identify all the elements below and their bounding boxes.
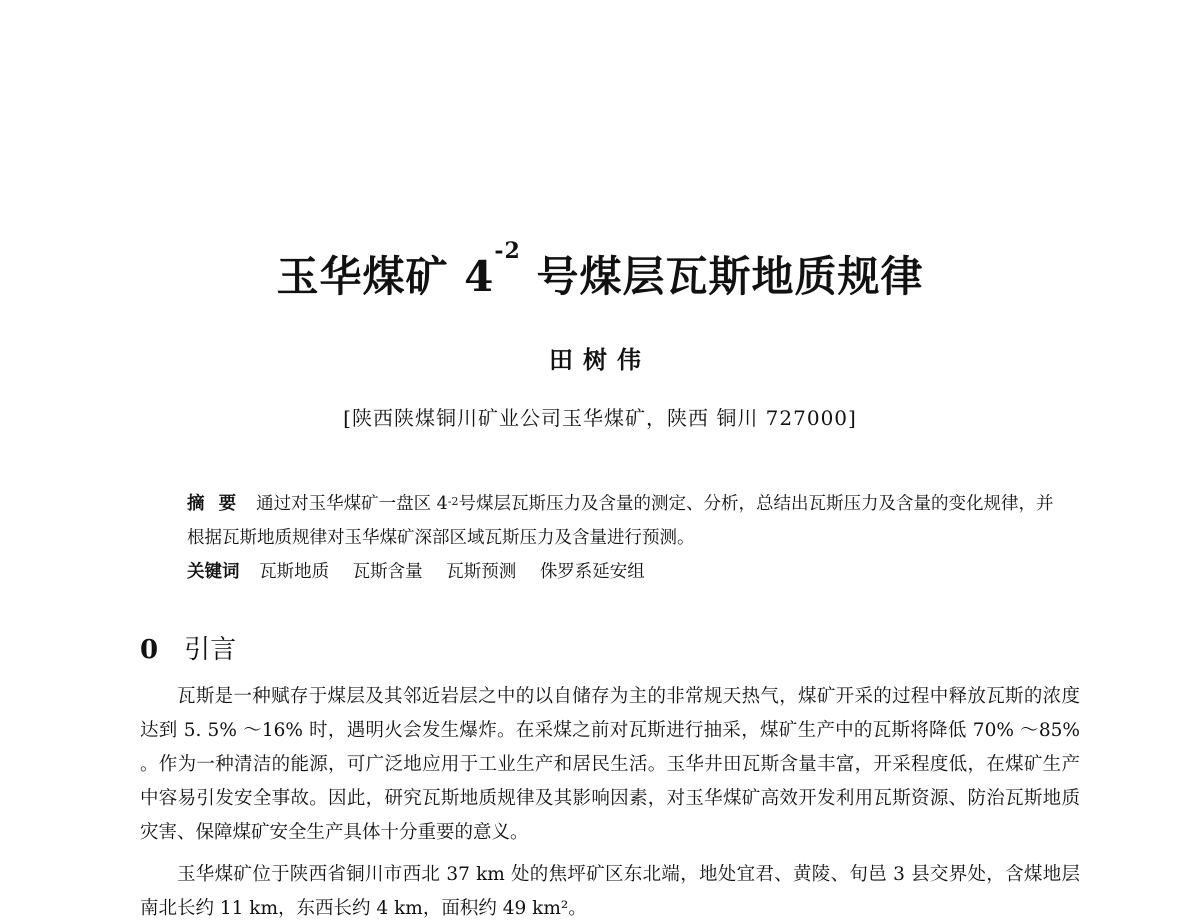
paragraph: 玉华煤矿位于陕西省铜川市西北 37 km 处的焦坪矿区东北端，地处宜君、黄陵、旬邑 3 县交界处，含煤地层南北长约 11 km，东西长约 4 km，面积约 49 km²。: [140, 864, 1080, 919]
body-text: [140, 680, 1080, 920]
title-superscript: -2: [494, 238, 521, 264]
section-number: 0: [140, 635, 159, 665]
author-name: 田树伟: [549, 345, 651, 374]
keywords-line: [187, 555, 1067, 589]
keyword: 瓦斯预测: [446, 562, 517, 582]
abstract-label: 摘 要: [187, 494, 241, 514]
keyword: 侏罗系延安组: [539, 562, 645, 582]
section-heading: [140, 629, 236, 666]
abstract-block: [187, 487, 1067, 589]
keyword: 瓦斯地质: [259, 562, 330, 582]
keywords-label: 关键词: [187, 562, 240, 582]
paragraph: 瓦斯是一种赋存于煤层及其邻近岩层之中的以自储存为主的非常规天热气，煤矿开采的过程中释放瓦斯的浓度达到 5. 5% ～16% 时，遇明火会发生爆炸。在采煤之前对瓦斯进行抽采，煤矿生产中的瓦斯将降低 70% ～85% 。作为一种清洁的能源，可广泛地应用于工业生产和居民生活。玉华井田瓦斯含量丰富，开采程度低，在煤矿生产中容易引发安全事故。因此，研究瓦斯地质规律及其影响因素，对玉华煤矿高效开发利用瓦斯资源、防治瓦斯地质灾害、保障煤矿安全生产具体十分重要的意义。: [140, 686, 1080, 843]
paper-title: 玉华煤矿 $4^{-2}$ 号煤层瓦斯地质规律: [276, 238, 924, 301]
author-affiliation: [陕西陕煤铜川矿业公司玉华煤矿，陕西 铜川 727000]: [343, 406, 857, 430]
keyword: 瓦斯含量: [352, 562, 423, 582]
abstract-text: 摘 要 通过对玉华煤矿一盘区 $4^{-2}$号煤层瓦斯压力及含量的测定、分析，总结出瓦斯压力及含量的变化规律，并根据瓦斯地质规律对玉华煤矿深部区域瓦斯压力及含量进行预测。: [187, 494, 1054, 548]
section-title: 引言: [184, 635, 237, 665]
